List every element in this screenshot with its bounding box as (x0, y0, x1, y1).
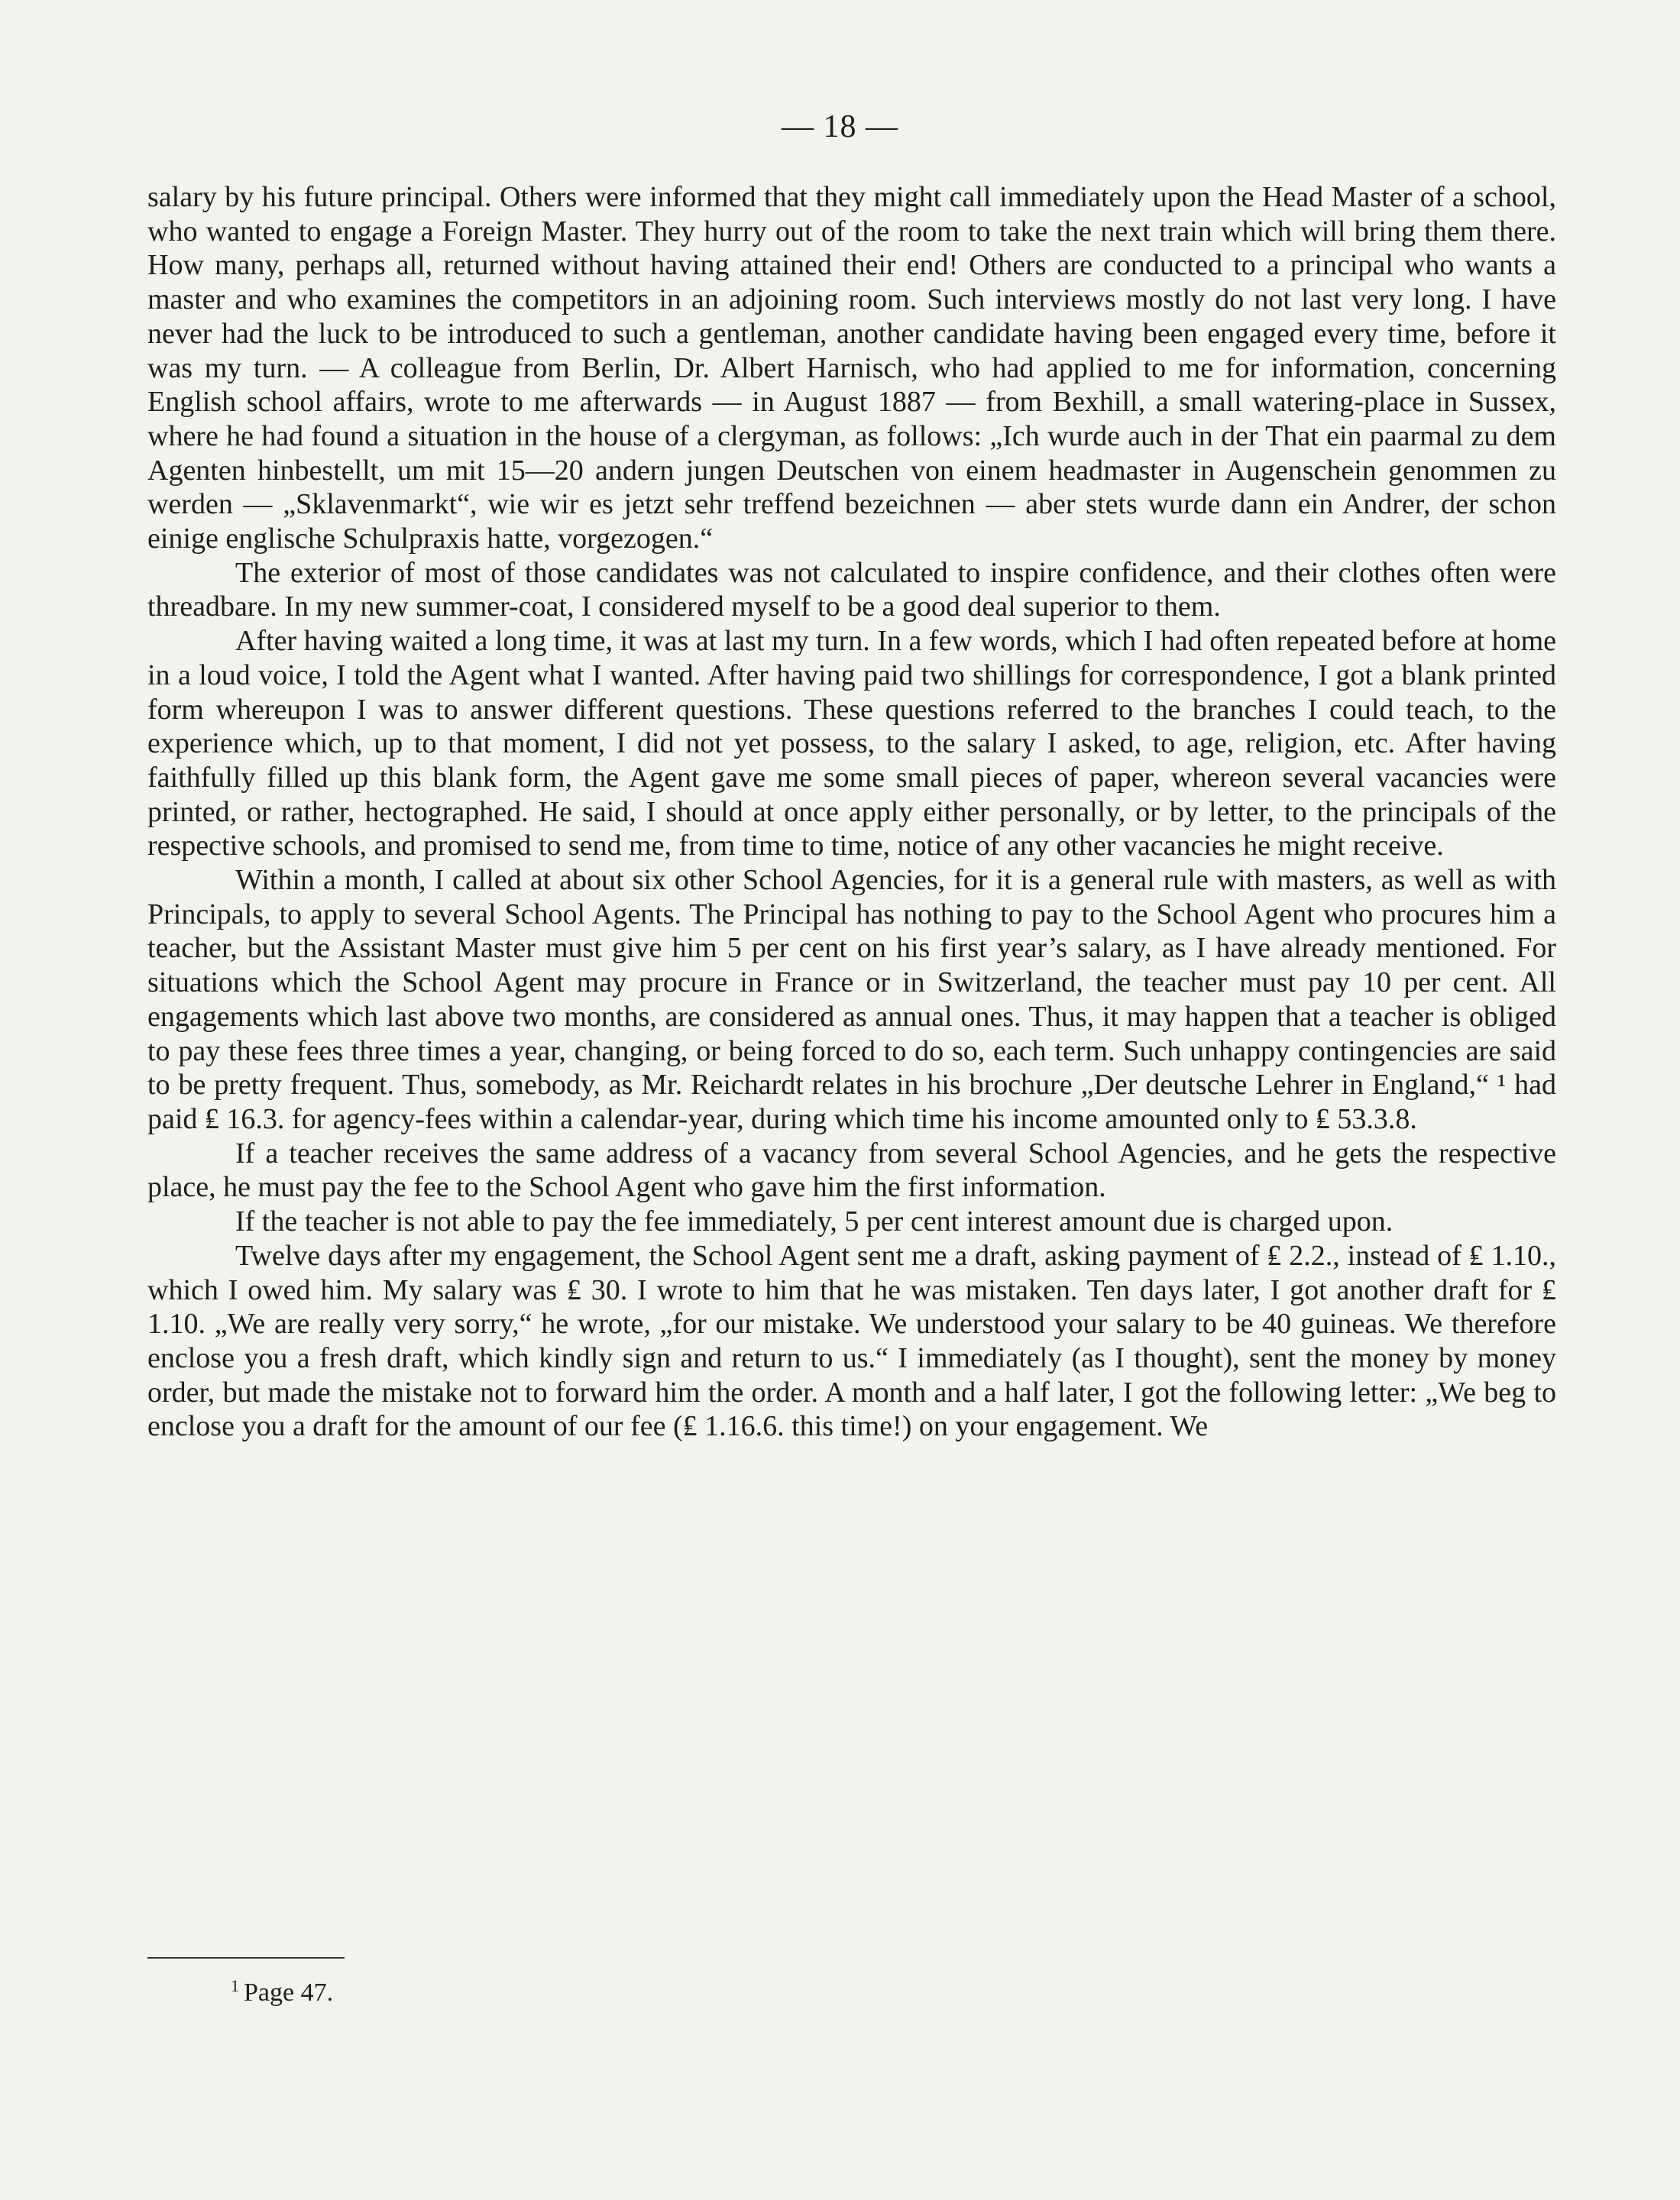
paragraph: Within a month, I called at about six other School Agencies, for it is a general rule with masters, as well as with Principals, to apply to several School Agents. The Principal has nothing to pay to the School Agent who procures him a teacher, but the Assistant Master must give him 5 per cent on his first year’s salary, as I have already mentioned. For situations which the School Agent may procure in France or in Switzerland, the teacher must pay 10 per cent. All engagements which last above two months, are considered as annual ones. Thus, it may happen that a teacher is obliged to pay these fees three times a year, changing, or being forced to do so, each term. Such unhappy contingencies are said to be pretty frequent. Thus, somebody, as Mr. Reichardt relates in his brochure „Der deutsche Lehrer in England,“ ¹ had paid ₤ 16.3. for agency-fees within a calendar-year, during which time his income amounted only to ₤ 53.3.8. (147, 864, 1556, 1135)
paragraph: After having waited a long time, it was at last my turn. In a few words, which I had often repeated before at home in a loud voice, I told the Agent what I wanted. After having paid two shillings for correspondence, I got a blank printed form whereupon I was to answer different questions. These questions referred to the branches I could teach, to the experience which, up to that moment, I did not yet possess, to the salary I asked, to age, religion, etc. After having faithfully filled up this blank form, the Agent gave me some small pieces of paper, whereon several vacancies were printed, or rather, hectographed. He said, I should at once apply either personally, or by letter, to the principals of the respective schools, and promised to send me, from time to time, notice of any other vacancies he might receive. (147, 625, 1556, 862)
paragraph: salary by his future principal. Others were informed that they might call immediately upon the Head Master of a school, who wanted to engage a Foreign Master. They hurry out of the room to take the next train which will bring them there. How many, perhaps all, returned without having attained their end! Others are conducted to a principal who wants a master and who examines the competitors in an adjoining room. Such interviews mostly do not last very long. I have never had the luck to be introduced to such a gentleman, another candidate having been engaged every time, before it was my turn. — A colleague from Berlin, Dr. Albert Harnisch, who had applied to me for information, concerning English school affairs, wrote to me afterwards — in August 1887 — from Bexhill, a small watering-place in Sussex, where he had found a situation in the house of a clergyman, as follows: „Ich wurde auch in der That ein paarmal zu dem Agenten hinbestellt, um mit 15—20 andern jungen Deutschen von einem headmaster in Augenschein genommen zu werden — „Sklavenmarkt“, wie wir es jetzt sehr treffend bezeichnen — aber stets wurde dann ein Andrer, der schon einige englische Schulpraxis hatte, vorgezogen.“ (147, 181, 1556, 555)
paragraph: The exterior of most of those candidates was not calculated to inspire confidence, and their clothes often were threadbare. In my new summer-coat, I considered myself to be a good deal superior to them. (147, 556, 1556, 623)
footnote-marker: 1 (231, 1976, 239, 1995)
paragraph: If a teacher receives the same address of a vacancy from several School Agencies, and he gets the respective place, he must pay the fee to the School Agent who gave him the first information. (147, 1137, 1556, 1204)
footnote-text: Page 47. (244, 1978, 334, 2007)
body-text (147, 180, 1556, 1444)
paragraph: If the teacher is not able to pay the fee immediately, 5 per cent interest amount due is charged upon. (235, 1205, 1394, 1238)
paragraph: Twelve days after my engagement, the School Agent sent me a draft, asking payment of ₤ 2.2., instead of ₤ 1.10., which I owed him. My salary was ₤ 30. I wrote to him that he was mistaken. Ten days later, I got another draft for ₤ 1.10. „We are really very sorry,“ he wrote, „for our mistake. We understood your salary to be 40 guineas. We therefore enclose you a fresh draft, which kindly sign and return to us.“ I immediately (as I thought), sent the money by money order, but made the mistake not to forward him the order. A month and a half later, I got the following letter: „We beg to enclose you a draft for the amount of our fee (₤ 1.16.6. this time!) on your engagement. We (147, 1239, 1556, 1443)
footnote (231, 1969, 333, 2010)
page-number: — 18 — (782, 109, 898, 144)
footnote-divider (147, 1957, 345, 1959)
